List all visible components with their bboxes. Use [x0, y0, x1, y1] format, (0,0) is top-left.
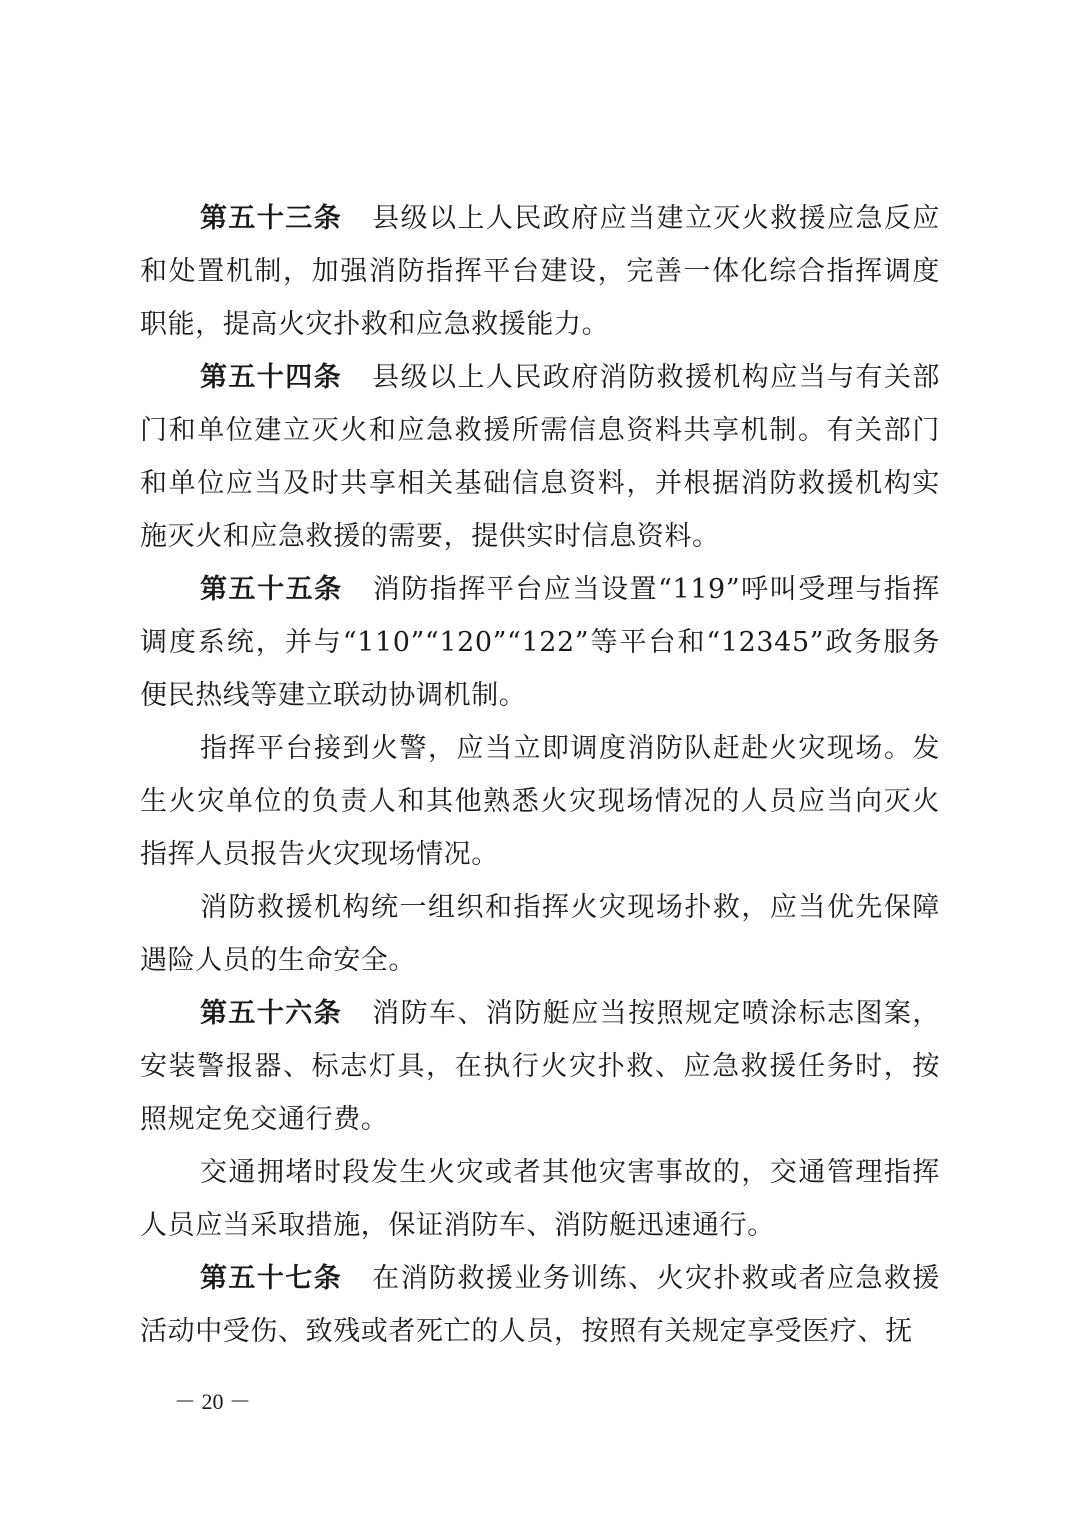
article-56-paragraph-1 — [140, 987, 940, 1146]
article-number: 第五十七条 — [200, 1263, 343, 1294]
article-55-paragraph-1 — [140, 563, 940, 722]
article-number: 第五十三条 — [200, 203, 343, 234]
article-text: 县级以上人民政府消防救援机构应当与有关部门和单位建立灭火和应急救援所需信息资料共享机制。有关部门和单位应当及时共享相关基础信息资料，并根据消防救援机构实施灭火和应急救援的需要，提供实时信息资料。 — [140, 362, 941, 552]
article-text: 消防车、消防艇应当按照规定喷涂标志图案，安装警报器、标志灯具，在执行火灾扑救、应急救援任务时，按照规定免交通行费。 — [140, 998, 941, 1135]
article-57-paragraph-1 — [140, 1252, 940, 1358]
article-55-paragraph-2: 指挥平台接到火警，应当立即调度消防队赶赴火灾现场。发生火灾单位的负责人和其他熟悉火灾现场情况的人员应当向灭火指挥人员报告火灾现场情况。 — [140, 733, 940, 870]
article-text: 县级以上人民政府应当建立灭火救援应急反应和处置机制，加强消防指挥平台建设，完善一体化综合指挥调度职能，提高火灾扑救和应急救援能力。 — [140, 203, 941, 340]
article-55-paragraph-3: 消防救援机构统一组织和指挥火灾现场扑救，应当优先保障遇险人员的生命安全。 — [140, 892, 940, 976]
article-text: 消防指挥平台应当设置“119”呼叫受理与指挥调度系统，并与“110”“120”“122”等平台和“12345”政务服务便民热线等建立联动协调机制。 — [140, 574, 941, 711]
article-54-paragraph-1 — [140, 351, 940, 563]
article-number: 第五十六条 — [200, 998, 343, 1029]
article-number: 第五十五条 — [200, 574, 343, 605]
article-53-paragraph-1 — [140, 192, 940, 351]
article-text: 在消防救援业务训练、火灾扑救或者应急救援活动中受伤、致残或者死亡的人员，按照有关规定享受医疗、抚 — [140, 1263, 941, 1347]
document-body — [140, 192, 940, 1358]
page-number: － 20 － — [174, 1389, 252, 1414]
article-number: 第五十四条 — [200, 362, 343, 393]
article-56-paragraph-2: 交通拥堵时段发生火灾或者其他灾害事故的，交通管理指挥人员应当采取措施，保证消防车、消防艇迅速通行。 — [140, 1157, 940, 1241]
